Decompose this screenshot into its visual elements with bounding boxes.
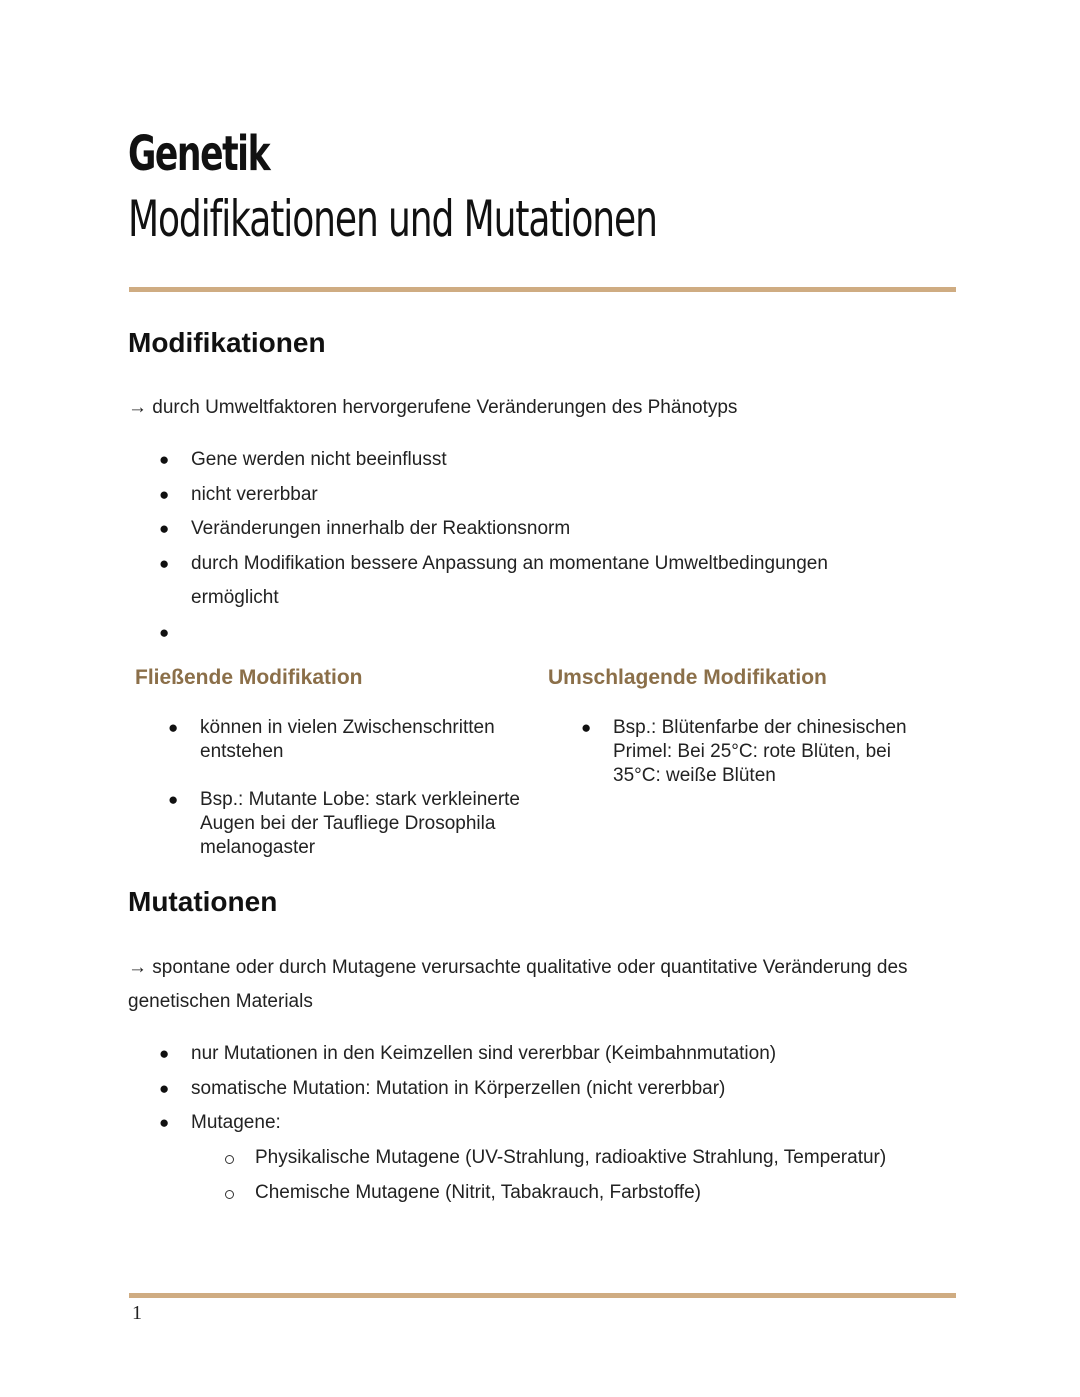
bullet-icon: ● bbox=[168, 790, 179, 809]
bullet-icon: ● bbox=[159, 1113, 170, 1132]
circle-bullet-icon bbox=[225, 1190, 234, 1199]
list-item: ● durch Modifikation bessere Anpassung an momentane Umweltbedingungen ermöglicht bbox=[191, 547, 891, 616]
list-item: ● nur Mutationen in den Keimzellen sind vererbbar (Keimbahnmutation) bbox=[191, 1037, 951, 1072]
bullet-icon: ● bbox=[159, 1044, 170, 1063]
list-item: ● Bsp.: Blütenfarbe der chinesischen Primel: Bei 25°C: rote Blüten, bei 35°C: weiße Blüten bbox=[581, 717, 907, 786]
section-heading-mutationen: Mutationen bbox=[128, 886, 278, 917]
column-heading-umschlagende: Umschlagende Modifikation bbox=[548, 666, 827, 689]
list-item: ● Gene werden nicht beeinflusst bbox=[191, 443, 891, 478]
modifikationen-bullet-list bbox=[159, 443, 891, 650]
mutagene-sub-list bbox=[255, 1141, 955, 1210]
list-item: ● Mutagene: bbox=[191, 1106, 951, 1141]
list-item-empty bbox=[159, 616, 891, 651]
header-divider bbox=[129, 287, 956, 292]
list-item: ● können in vielen Zwischenschritten entstehen bbox=[168, 717, 495, 762]
section-heading-modifikationen: Modifikationen bbox=[128, 327, 326, 358]
page-title: Genetik bbox=[128, 126, 270, 182]
bullet-icon: ● bbox=[159, 622, 170, 642]
bullet-icon: ● bbox=[159, 450, 170, 469]
umschlagende-list bbox=[581, 716, 943, 788]
bullet-icon: ● bbox=[168, 718, 179, 737]
page-number: 1 bbox=[132, 1302, 142, 1324]
column-heading-fliessende: Fließende Modifikation bbox=[135, 666, 363, 689]
bullet-icon: ● bbox=[581, 718, 592, 737]
modifikationen-definition: → durch Umweltfaktoren hervorgerufene Veränderungen des Phänotyps bbox=[128, 397, 738, 418]
bullet-icon: ● bbox=[159, 553, 170, 573]
list-item: ● somatische Mutation: Mutation in Körperzellen (nicht vererbbar) bbox=[191, 1072, 951, 1107]
list-item: Physikalische Mutagene (UV-Strahlung, radioaktive Strahlung, Temperatur) bbox=[255, 1141, 955, 1176]
fliessende-list bbox=[168, 716, 540, 860]
list-item: ● nicht vererbbar bbox=[191, 478, 891, 513]
bullet-icon: ● bbox=[159, 519, 170, 538]
bullet-icon: ● bbox=[159, 1078, 170, 1098]
list-item: ● Veränderungen innerhalb der Reaktionsnorm bbox=[191, 512, 891, 547]
circle-bullet-icon bbox=[225, 1155, 234, 1164]
footer-divider bbox=[129, 1293, 956, 1298]
page-subtitle: Modifikationen und Mutationen bbox=[128, 190, 657, 248]
mutationen-bullet-list bbox=[159, 1037, 951, 1141]
mutationen-definition: → spontane oder durch Mutagene verursachte qualitative oder quantitative Veränderung des genetischen Materials bbox=[128, 957, 908, 1012]
list-item: ● Bsp.: Mutante Lobe: stark verkleinerte Augen bei der Taufliege Drosophila melanogaster bbox=[168, 789, 520, 858]
list-item: Chemische Mutagene (Nitrit, Tabakrauch, Farbstoffe) bbox=[255, 1176, 955, 1211]
bullet-icon: ● bbox=[159, 484, 170, 504]
